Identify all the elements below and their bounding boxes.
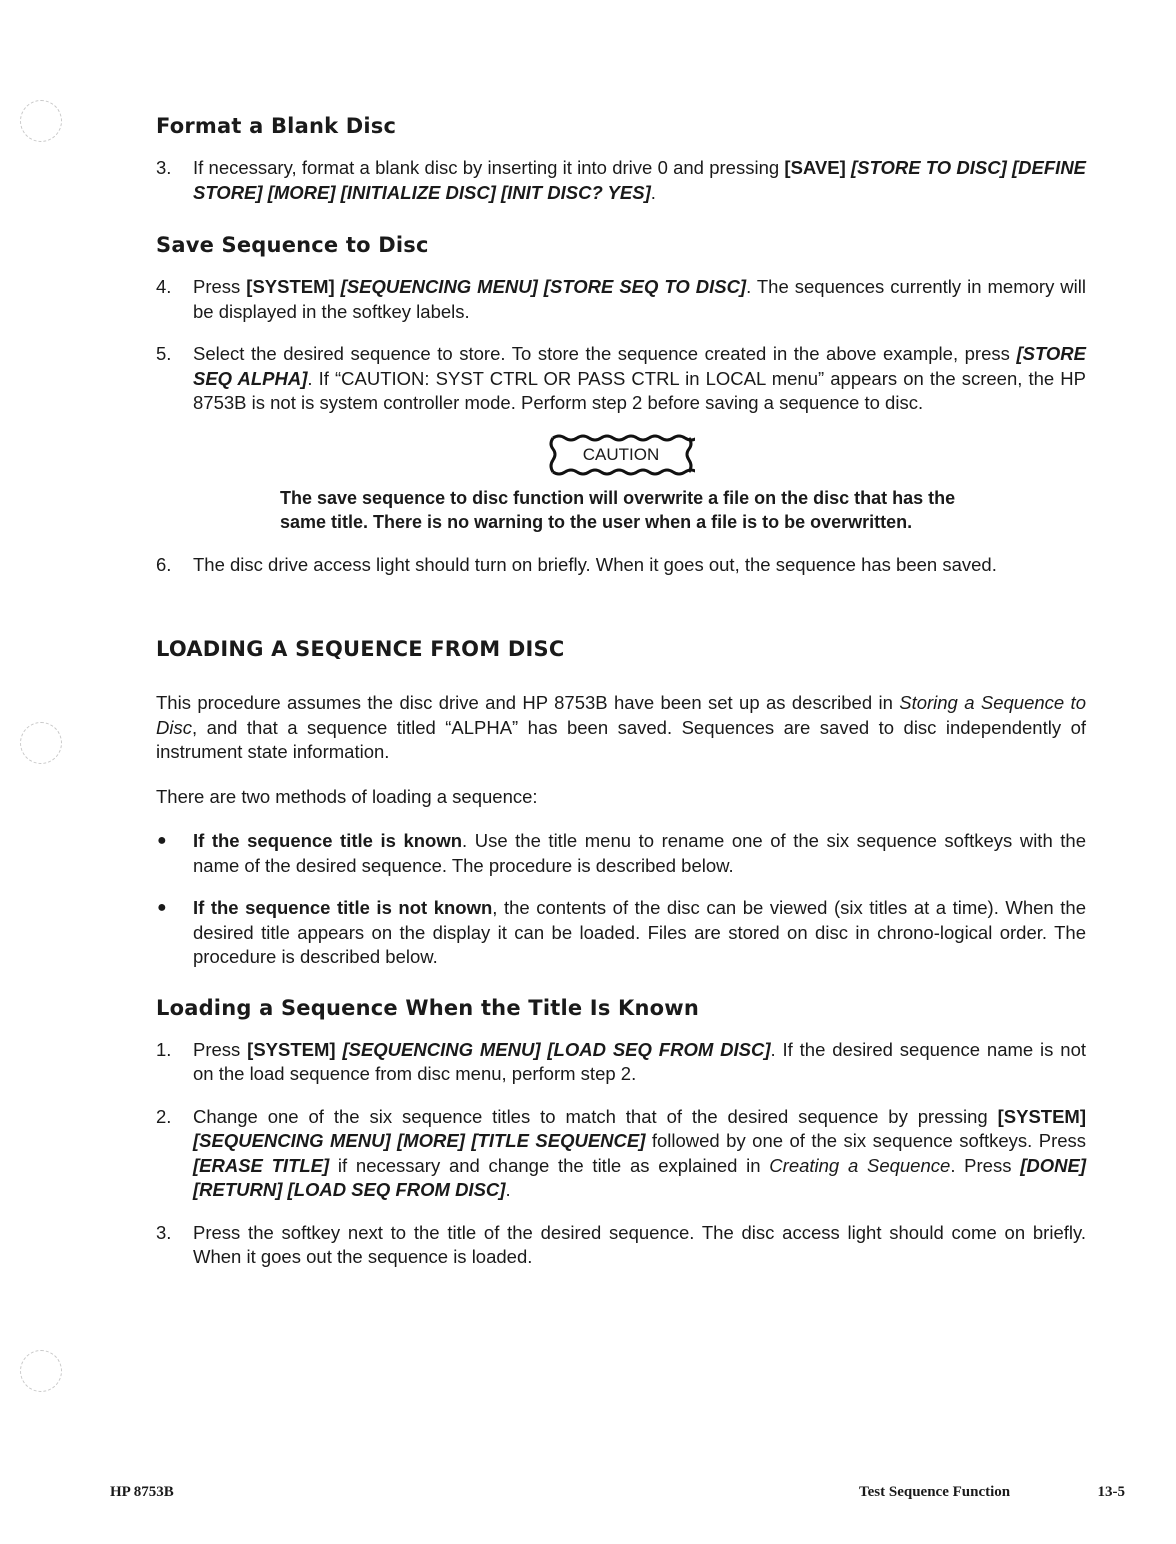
punch-hole-middle bbox=[20, 722, 62, 764]
list-item bbox=[156, 1221, 1086, 1270]
text-run: . Use the title menu to rename one of the six sequence softkeys with the name of the desired sequence. The procedure is described below. bbox=[193, 830, 1086, 876]
text-run: Press bbox=[193, 276, 247, 297]
reference-text: Creating a Sequence bbox=[769, 1154, 951, 1176]
list-item bbox=[156, 342, 1086, 416]
hardkey-label: [SYSTEM] bbox=[247, 1038, 336, 1060]
step-number: 6. bbox=[156, 553, 172, 575]
text-run: followed by one of the six sequence softkeys. Press bbox=[645, 1130, 1087, 1151]
bullet-icon: ● bbox=[157, 832, 167, 849]
footer-chapter-title: Test Sequence Function bbox=[859, 1484, 1011, 1500]
softkey-label: [RETURN] bbox=[193, 1179, 283, 1200]
step-text bbox=[193, 1039, 1086, 1085]
softkey-label: [TITLE SEQUENCE] bbox=[471, 1130, 646, 1151]
text-run: Press bbox=[193, 1038, 248, 1060]
step-number: 2. bbox=[156, 1105, 172, 1127]
caution-banner bbox=[156, 434, 1086, 476]
methods-list bbox=[156, 829, 1086, 970]
text-run: . If “CAUTION: SYST CTRL OR PASS CTRL in LOCAL menu” appears on the screen, the HP 8753B is not is system controller mode. Perform step 2 before saving a sequence to disc. bbox=[193, 367, 1086, 413]
list-item bbox=[156, 553, 1086, 578]
softkey-label: [LOAD SEQ FROM DISC] bbox=[287, 1179, 506, 1200]
softkey-label: [MORE] bbox=[397, 1130, 465, 1151]
hardkey-label: [SYSTEM] bbox=[997, 1105, 1086, 1127]
softkey-label: [DEFINE STORE] bbox=[193, 157, 1087, 203]
hardkey-label: If the sequence title is not known bbox=[193, 897, 493, 918]
save-steps bbox=[156, 275, 1086, 416]
heading-loading-sequence: LOADING A SEQUENCE FROM DISC bbox=[156, 637, 565, 661]
softkey-label: [MORE] bbox=[267, 181, 336, 203]
step-number: 5. bbox=[156, 343, 172, 364]
text-run: Press the softkey next to the title of the desired sequence. The disc access light should come on briefly. When it goes out the sequence is loaded. bbox=[193, 1221, 1086, 1267]
heading-save-sequence: Save Sequence to Disc bbox=[156, 233, 429, 257]
known-steps bbox=[156, 1038, 1086, 1270]
softkey-label: [SEQUENCING MENU] bbox=[193, 1130, 391, 1151]
text-run: If necessary, format a blank disc by inserting it into drive 0 and pressing bbox=[193, 157, 785, 178]
text-run: . If the desired sequence name is not on the load sequence from disc menu, perform step 2. bbox=[193, 1038, 1087, 1084]
footer-page-number: 13-5 bbox=[1097, 1484, 1125, 1500]
page-content bbox=[156, 114, 1086, 1290]
softkey-label: [STORE TO DISC] bbox=[850, 157, 1007, 178]
softkey-label: [INIT DISC? YES] bbox=[501, 181, 651, 203]
softkey-label: [SEQUENCING MENU] bbox=[340, 276, 538, 297]
step-text bbox=[193, 157, 1086, 203]
heading-format-blank-disc: Format a Blank Disc bbox=[156, 114, 397, 138]
bullet-text bbox=[193, 897, 1086, 967]
list-item bbox=[156, 1038, 1086, 1087]
step-text bbox=[193, 343, 1086, 413]
softkey-label: [STORE SEQ TO DISC] bbox=[543, 276, 747, 297]
bullet-icon: ● bbox=[157, 899, 167, 916]
step-text bbox=[193, 1222, 1086, 1268]
text-run: if necessary and change the title as explained in bbox=[329, 1154, 770, 1176]
softkey-label: [ERASE TITLE] bbox=[193, 1154, 330, 1176]
punch-hole-bottom bbox=[20, 1350, 62, 1392]
punch-hole-top bbox=[20, 100, 62, 142]
step-number: 1. bbox=[156, 1038, 172, 1060]
hardkey-label: [SYSTEM] bbox=[246, 276, 335, 297]
hardkey-label: [SAVE] bbox=[784, 157, 846, 178]
text-run: . bbox=[650, 181, 656, 203]
caution-label: CAUTION bbox=[582, 444, 660, 464]
text-run: Select the desired sequence to store. To store the sequence created in the above example, press bbox=[193, 343, 1017, 364]
softkey-label: [LOAD SEQ FROM DISC] bbox=[547, 1038, 771, 1060]
reference-text: Storing a Sequence to Disc bbox=[156, 692, 1086, 738]
caution-label-box bbox=[547, 434, 695, 476]
step-text: The disc drive access light should turn on briefly. When it goes out, the sequence has been saved. bbox=[193, 553, 997, 575]
hardkey-label: If the sequence title is known bbox=[193, 830, 463, 851]
softkey-label: [INITIALIZE DISC] bbox=[340, 181, 496, 203]
text-run: Change one of the six sequence titles to match that of the desired sequence by pressing bbox=[193, 1105, 998, 1127]
softkey-label: [DONE] bbox=[1020, 1154, 1086, 1176]
text-run: , and that a sequence titled “ALPHA” has been saved. Sequences are saved to disc independently of instrument state information. bbox=[156, 716, 1086, 762]
step-text bbox=[193, 1106, 1086, 1201]
list-item bbox=[156, 896, 1086, 970]
bullet-text bbox=[193, 830, 1086, 876]
text-run: This procedure assumes the disc drive and HP 8753B have been set up as described in bbox=[156, 692, 900, 713]
footer-model: HP 8753B bbox=[110, 1484, 174, 1500]
step-number: 4. bbox=[156, 276, 172, 297]
caution-text: The save sequence to disc function will overwrite a file on the disc that has the same title. There is no warning to the user when a file is to be overwritten. bbox=[280, 487, 956, 532]
list-item bbox=[156, 829, 1086, 878]
heading-title-known: Loading a Sequence When the Title Is Known bbox=[156, 995, 700, 1020]
step-number: 3. bbox=[156, 157, 172, 178]
save-step-6 bbox=[156, 553, 1086, 578]
text-run: , the contents of the disc can be viewed (six titles at a time). When the desired title appears on the display it can be loaded. Files are stored on disc in chrono-logical order. The procedure is described below. bbox=[193, 897, 1086, 967]
list-item bbox=[156, 1105, 1086, 1203]
format-steps bbox=[156, 156, 1086, 205]
softkey-label: [STORE SEQ ALPHA] bbox=[193, 343, 1086, 389]
list-item bbox=[156, 156, 1086, 205]
step-number: 3. bbox=[156, 1221, 172, 1243]
step-text bbox=[193, 276, 1086, 322]
text-run: . The sequences currently in memory will be displayed in the softkey labels. bbox=[193, 276, 1086, 322]
softkey-label: [SEQUENCING MENU] bbox=[342, 1038, 541, 1060]
list-item bbox=[156, 275, 1086, 324]
text-run: . Press bbox=[950, 1154, 1021, 1176]
methods-intro: There are two methods of loading a sequence: bbox=[156, 785, 538, 807]
text-run: . bbox=[505, 1179, 511, 1200]
loading-intro bbox=[156, 691, 1086, 765]
